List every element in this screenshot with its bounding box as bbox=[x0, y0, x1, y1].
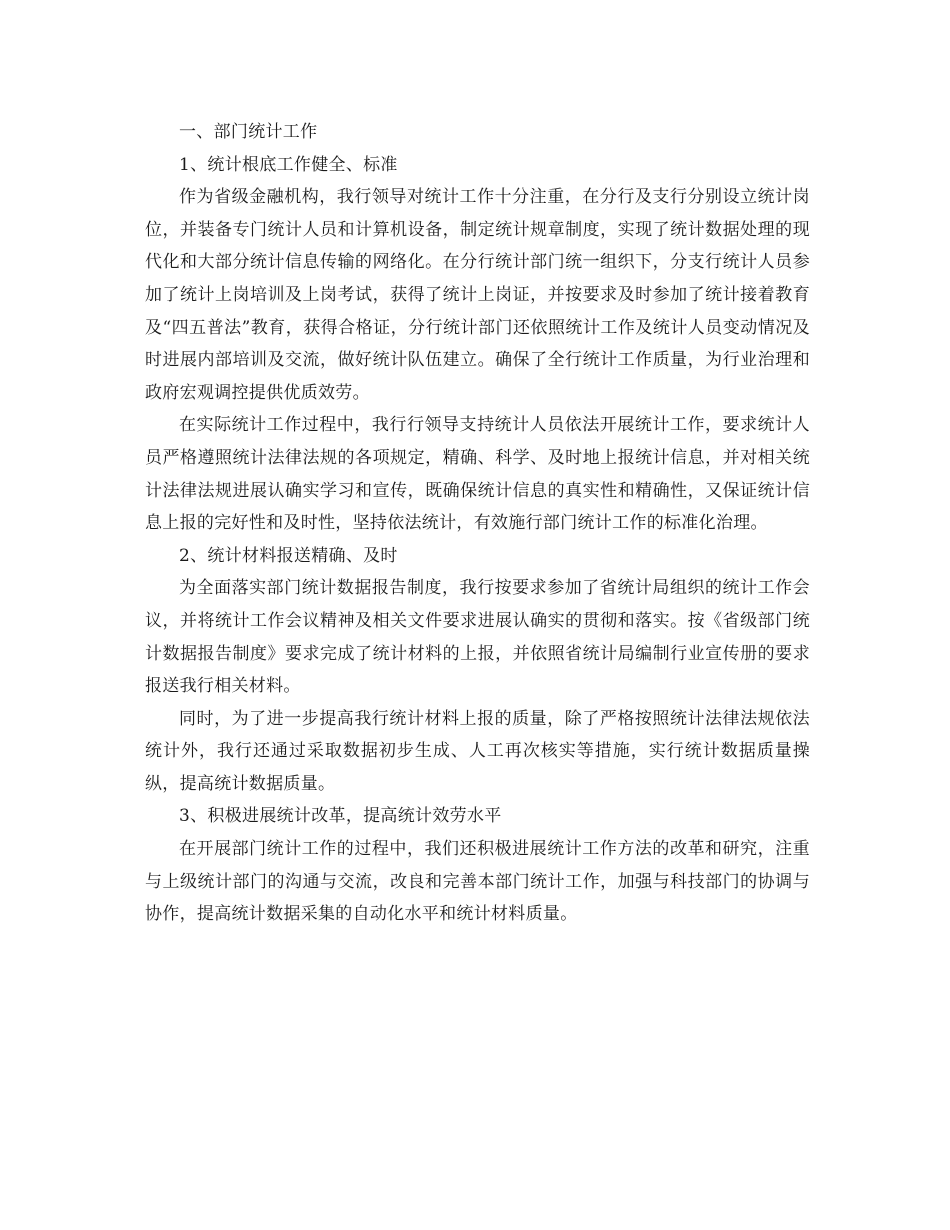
paragraph: 作为省级金融机构，我行领导对统计工作十分注重，在分行及支行分别设立统计岗位，并装备专门统计人员和计算机设备，制定统计规章制度，实现了统计数据处理的现代化和大部分统计信息传输的网络化。在分行统计部门统一组织下，分支行统计人员参加了统计上岗培训及上岗考试，获得了统计上岗证，并按要求及时参加了统计接着教育及“四五普法”教育，获得合格证，分行统计部门还依照统计工作及统计人员变动情况及时进展内部培训及交流，做好统计队伍建立。确保了全行统计工作质量，为行业治理和政府宏观调控提供优质效劳。 bbox=[145, 187, 810, 403]
document-body bbox=[145, 116, 810, 931]
subsection-title-2: 2、统计材料报送精确、及时 bbox=[179, 545, 398, 566]
paragraph: 同时，为了进一步提高我行统计材料上报的质量，除了严格按照统计法律法规依法统计外，我行还通过采取数据初步生成、人工再次核实等措施，实行统计数据质量操纵，提高统计数据质量。 bbox=[145, 708, 810, 794]
paragraph: 为全面落实部门统计数据报告制度，我行按要求参加了省统计局组织的统计工作会议，并将统计工作会议精神及相关文件要求进展认确实的贯彻和落实。按《省级部门统计数据报告制度》要求完成了统计材料的上报，并依照省统计局编制行业宣传册的要求报送我行相关材料。 bbox=[145, 578, 810, 697]
subsection-title-3: 3、积极进展统计改革，提高统计效劳水平 bbox=[179, 806, 502, 827]
section-title: 一、部门统计工作 bbox=[179, 122, 318, 142]
subsection-title-1: 1、统计根底工作健全、标准 bbox=[179, 154, 398, 175]
paragraph: 在实际统计工作过程中，我行行领导支持统计人员依法开展统计工作，要求统计人员严格遵照统计法律法规的各项规定，精确、科学、及时地上报统计信息，并对相关统计法律法规进展认确实学习和宣传，既确保统计信息的真实性和精确性，又保证统计信息上报的完好性和及时性，坚持依法统计，有效施行部门统计工作的标准化治理。 bbox=[145, 415, 810, 534]
paragraph: 在开展部门统计工作的过程中，我们还积极进展统计工作方法的改革和研究，注重与上级统计部门的沟通与交流，改良和完善本部门统计工作，加强与科技部门的协调与协作，提高统计数据采集的自动化水平和统计材料质量。 bbox=[145, 839, 810, 925]
